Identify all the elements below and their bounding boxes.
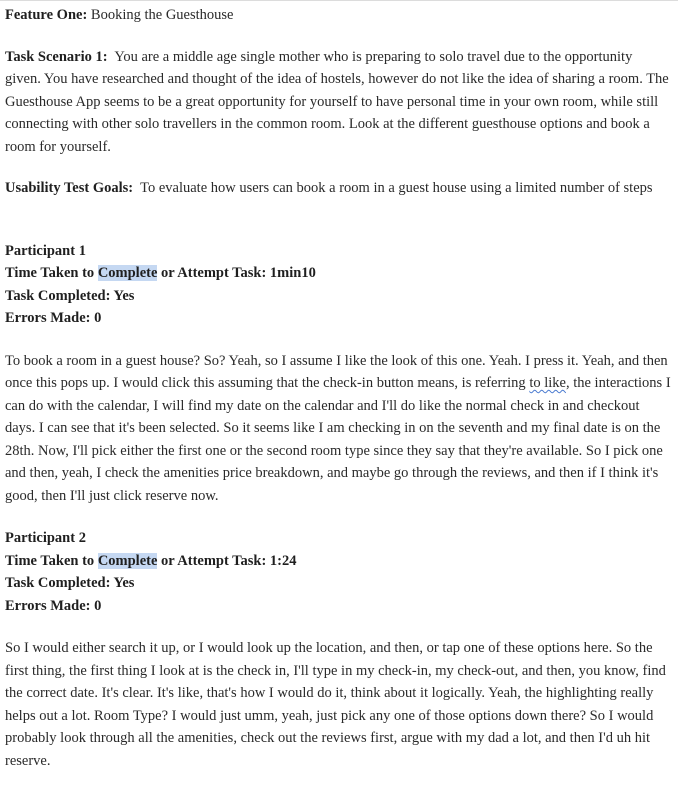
- task-scenario-text: You are a middle age single mother who is preparing to solo travel due to the opportunity given. You have researched and thought of the idea of hostels, however do not like the idea of sharing a room. The Guesthouse App seems to be a great opportunity for yourself to have personal time in your own room, while still connecting with other solo travellers in the common room. Look at the different guesthouse options and book a room for yourself.: [5, 48, 669, 155]
- feature-name: Booking the Guesthouse: [90, 7, 234, 23]
- participant-1-section: [5, 240, 671, 508]
- selection-highlight: Complete: [97, 552, 158, 569]
- feature-title: [5, 4, 671, 27]
- usability-goals: [5, 177, 671, 200]
- time-taken: Time Taken to Complete or Attempt Task: 1min10: [5, 265, 316, 281]
- participant-heading: Participant 1: [5, 242, 86, 259]
- spellcheck-flag[interactable]: to like: [529, 375, 566, 391]
- task-completed: Task Completed: Yes: [5, 575, 135, 591]
- selection-highlight: Complete: [97, 265, 158, 281]
- usability-goals-label: Usability Test Goals:: [5, 180, 134, 196]
- participant-heading: Participant 2: [5, 530, 86, 546]
- feature-label: Feature One:: [5, 7, 88, 23]
- participant-2-section: [5, 527, 671, 772]
- errors-made: Errors Made: 0: [5, 597, 102, 614]
- top-divider: [0, 0, 678, 1]
- participant-transcript: So I would either search it up, or I would look up the location, and then, or tap one of these options here. So the first thing, the first thing I look at is the check in, I'll type in my check-in, my check-out, and then, you know, find the correct date. It's clear. It's like, that's how I would do it, think about it logically. Yeah, the highlighting really helps out a lot. Room Type? I would just umm, yeah, just pick any one of those options down there? So I would probably look through all the amenities, check out the reviews first, argue with my dad a lot, and then I'd uh hit reserve.: [5, 640, 666, 769]
- task-scenario-label: Task Scenario 1:: [5, 48, 108, 65]
- document-page[interactable]: [5, 4, 671, 772]
- errors-made: Errors Made: 0: [5, 310, 102, 326]
- task-completed: Task Completed: Yes: [5, 287, 135, 304]
- usability-goals-text: To evaluate how users can book a room in a guest house using a limited number of steps: [140, 180, 653, 196]
- task-scenario: [5, 46, 671, 159]
- time-taken: Time Taken to Complete or Attempt Task: 1:24: [5, 552, 297, 569]
- participant-transcript: To book a room in a guest house? So? Yeah, so I assume I like the look of this one. Yeah. I press it. Yeah, and then once this pops up. I would click this assuming that the check-in button means, is referring to like, the interactions I can do with the calendar, I will find my date on the calendar and I'll do like the normal check in and checkout days. I can see that it's been selected. So it seems like I am checking in on the seventh and my final date is on the 28th. Now, I'll pick either the first one or the second room type since they say that they're available. So I pick one and then, yeah, I check the amenities price breakdown, and maybe go through the reviews, and then if I think it's good, then I'll just click reserve now.: [5, 352, 671, 504]
